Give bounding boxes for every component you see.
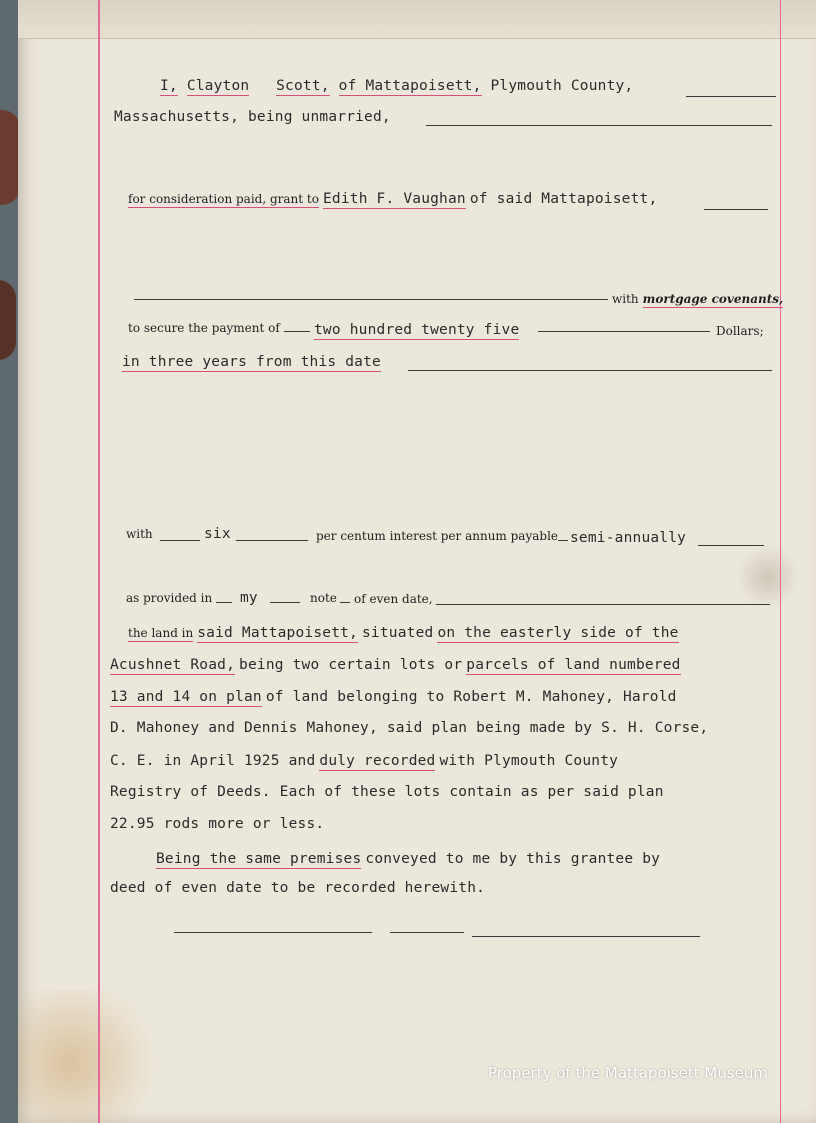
land-line-2 [110,656,681,674]
grantor-state: Massachusetts, [114,109,240,125]
grantor-town: of Mattapoisett, [338,78,482,94]
blank-rule [270,602,300,603]
payment-amount: two hundred twenty five [314,322,520,338]
premises-same: Being the same premises [156,851,362,867]
blank-rule [134,299,608,300]
land-line-3 [110,688,677,706]
blank-rule [284,331,310,332]
grantor-line [160,78,633,94]
note-whose: my [240,590,258,606]
blank-rule [698,545,764,546]
blank-rule [160,540,200,541]
interest-with: with [126,527,153,541]
faded-stamp [736,545,800,609]
folded-top-edge [18,0,816,39]
grantor-county: Plymouth County, [490,78,634,94]
land-line-6: Registry of Deeds. Each of these lots contain as per said plan [110,784,664,800]
grantor-status-line [114,109,391,125]
interest-frequency: semi-annually [570,530,687,546]
land-line-1 [128,624,679,642]
land-county: with Plymouth County [439,753,619,769]
land-owners: of land belonging to Robert M. Mahoney, Harold [265,689,677,705]
interest-label: per centum interest per annum payable [316,529,559,543]
land-side: on the easterly side of the [437,625,679,641]
blank-rule [426,125,772,126]
blank-rule [340,602,350,603]
land-line-4: D. Mahoney and Dennis Mahoney, said plan being made by S. H. Corse, [110,720,709,736]
deed-page [18,0,816,1123]
land-line-7: 22.95 rods more or less. [110,816,325,832]
premises-line-2: deed of even date to be recorded herewith. [110,880,486,896]
blank-rule [174,932,372,933]
blank-rule [236,540,308,541]
land-situated: situated [362,625,434,641]
note-label: as provided in [126,591,213,605]
grantee-town: of said Mattapoisett, [469,191,658,207]
grant-line [128,190,657,208]
land-road: Acushnet Road, [110,657,236,673]
blank-rule [704,209,768,210]
land-lots: being two certain lots or [239,657,463,673]
land-recorded: duly recorded [319,753,436,769]
grantor-i: I, [160,78,178,94]
blank-rule [686,96,776,97]
right-margin-line [780,0,781,1123]
covenants-line [612,290,783,308]
payment-label: to secure the payment of [128,321,280,335]
covenants-with: with [612,292,639,306]
interest-rate: six [204,526,231,542]
blank-rule [408,370,772,371]
hand-finger-bottom [0,280,16,360]
left-margin-line [98,0,100,1123]
covenants-type: mortgage covenants, [642,292,784,306]
land-label: the land in [128,626,194,640]
land-parcels: parcels of land numbered [466,657,681,673]
grantor-last-name: Scott, [276,78,330,94]
blank-rule [472,936,700,937]
grantee-name: Edith F. Vaughan [322,191,466,207]
blank-rule [538,331,710,332]
blank-rule [390,932,464,933]
museum-watermark: Property of the Mattapoisett Museum [488,1064,768,1082]
hand-finger-top [0,110,20,205]
grantor-first-name: Clayton [186,78,250,94]
land-line-5 [110,752,618,770]
paper-stain [18,990,168,1123]
land-plan-date: C. E. in April 1925 and [110,753,316,769]
blank-rule [558,540,568,541]
grantor-marital-status: being unmarried, [247,109,391,125]
payment-term: in three years from this date [122,354,381,370]
blank-rule [216,602,232,603]
blank-rule [436,604,770,605]
premises-conveyed: conveyed to me by this grantee by [365,851,661,867]
note-date-label: of even date, [354,592,433,606]
payment-currency: Dollars; [716,324,764,338]
land-town: said Mattapoisett, [197,625,358,641]
grant-label: for consideration paid, grant to [128,192,319,206]
premises-line-1 [156,850,660,868]
note-word: note [310,591,337,605]
land-lot-numbers: 13 and 14 on plan [110,689,262,705]
